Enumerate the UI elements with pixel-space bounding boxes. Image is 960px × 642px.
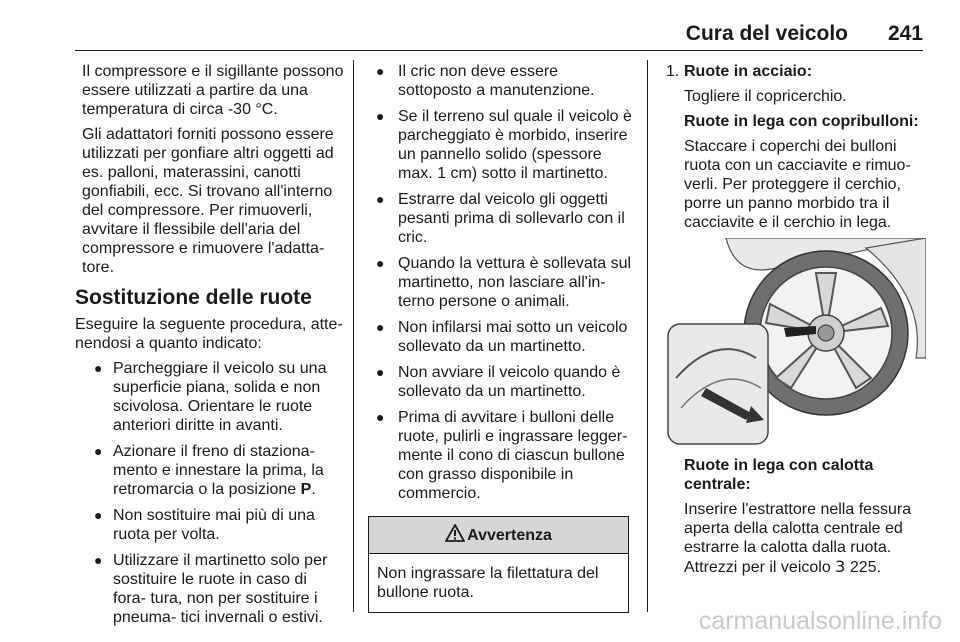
bullet-dot-icon: ●	[376, 191, 385, 207]
list-item: ● Non avviare il veicolo quando è sollevato da un martinetto.	[376, 364, 621, 400]
list-item: ● Il cric non deve essere sottoposto a manutenzione.	[376, 63, 595, 99]
bullet-dot-icon: ●	[376, 63, 385, 79]
bullet-dot-icon: ●	[94, 552, 103, 568]
bullet-dot-icon: ●	[94, 507, 103, 523]
list-item: ● Quando la vettura è sollevata sul martinetto, non lasciare all'in- terno persone o animali.	[376, 255, 632, 310]
list-item: ● Azionare il freno di staziona- mento e innestare la prima, la retromarcia o la posizione P.	[94, 443, 324, 498]
header-rule	[75, 50, 923, 51]
watermark: carmanualsonline.info	[698, 607, 942, 635]
section-title: Cura del veicolo	[685, 22, 848, 45]
bullet-dot-icon: ●	[94, 443, 103, 459]
warning-body: Non ingrassare la filettatura del bullone ruota.	[377, 565, 599, 601]
procedure-list	[82, 359, 344, 627]
page-reference-icon: 3	[835, 557, 846, 576]
bullet-dot-icon: ●	[376, 409, 385, 425]
compressor-temp-para: Il compressore e il sigillante possono essere utilizzati a partire da una temperatura di circa -30 °C.	[82, 63, 344, 118]
alloy-cap-text: Inserire l'estrattore nella fessura aperta della calotta centrale ed estrarre la calotta dalla ruota. Attrezzi per il veicolo 3 225.	[684, 501, 912, 576]
alloy-bolt-title: Ruote in lega con copribulloni:	[684, 113, 919, 130]
column-divider-2	[647, 60, 648, 612]
adapters-para: Gli adattatori forniti possono essere utilizzati per gonfiare altri oggetti ad es. palloni, materassini, canotti gonfiabili, ecc. Si trovano all'interno del compressore. Per rimuoverli, avvitare il flessibile dell'aria del compressore e rimuovere l'adatta- tore.	[82, 126, 334, 276]
column-divider-1	[353, 60, 354, 612]
page-header	[0, 0, 960, 52]
steel-wheels-text: Togliere il copricerchio.	[684, 88, 847, 105]
list-item: ● Estrarre dal veicolo gli oggetti pesanti prima di sollevarlo con il cric.	[376, 191, 625, 246]
column-middle	[368, 62, 636, 613]
steel-wheels-title: Ruote in acciaio:	[684, 63, 813, 80]
section-heading: Sostituzione delle ruote	[75, 286, 312, 309]
page-number: 241	[887, 22, 923, 45]
step-number: 1.	[666, 63, 680, 80]
warning-triangle-icon	[445, 524, 465, 547]
reference-page: 225.	[849, 559, 881, 576]
list-item: ● Non infilarsi mai sotto un veicolo sollevato da un martinetto.	[376, 319, 628, 355]
column-right	[666, 62, 928, 583]
column-left	[75, 62, 344, 634]
warning-box	[368, 516, 629, 613]
list-item: ● Utilizzare il martinetto solo per sostituire le ruote in caso di fora- tura, non per sostituire i pneuma- tici invernali o estivi.	[94, 552, 328, 626]
procedure-intro: Eseguire la seguente procedura, atte- nendosi a quanto indicato:	[75, 316, 343, 352]
list-item: ● Prima di avvitare i bulloni delle ruote, pulirli e ingrassare legger- mente il cono di ciascun bullone con grasso disponibile in commercio.	[376, 409, 628, 502]
list-item: ● Se il terreno sul quale il veicolo è parcheggiato è morbido, inserire un pannello solido (spessore max. 1 cm) sotto il martinetto.	[376, 108, 632, 182]
alloy-bolt-text: Staccare i coperchi dei bulloni ruota con un cacciavite e rimuo- verli. Per proteggere il cerchio, porre un panno morbido tra il cacciavite e il cerchio in lega.	[684, 138, 911, 231]
list-item: ● Parcheggiare il veicolo su una superficie piana, solida e non scivolosa. Orientare le ruote anteriori diritte in avanti.	[94, 360, 327, 434]
warning-header	[369, 517, 628, 554]
bullet-dot-icon: ●	[376, 108, 385, 124]
wheel-illustration	[666, 238, 926, 446]
alloy-cap-title: Ruote in lega con calotta centrale:	[684, 457, 874, 493]
bullet-dot-icon: ●	[376, 255, 385, 271]
gear-position-p: P	[300, 481, 312, 498]
list-item: ● Non sostituire mai più di una ruota per volta.	[94, 507, 315, 543]
bullet-dot-icon: ●	[94, 360, 103, 376]
bullet-dot-icon: ●	[376, 319, 385, 335]
safety-list	[368, 62, 636, 503]
step-1	[666, 62, 928, 81]
bullet-dot-icon: ●	[376, 364, 385, 380]
warning-title: Avvertenza	[467, 526, 552, 544]
